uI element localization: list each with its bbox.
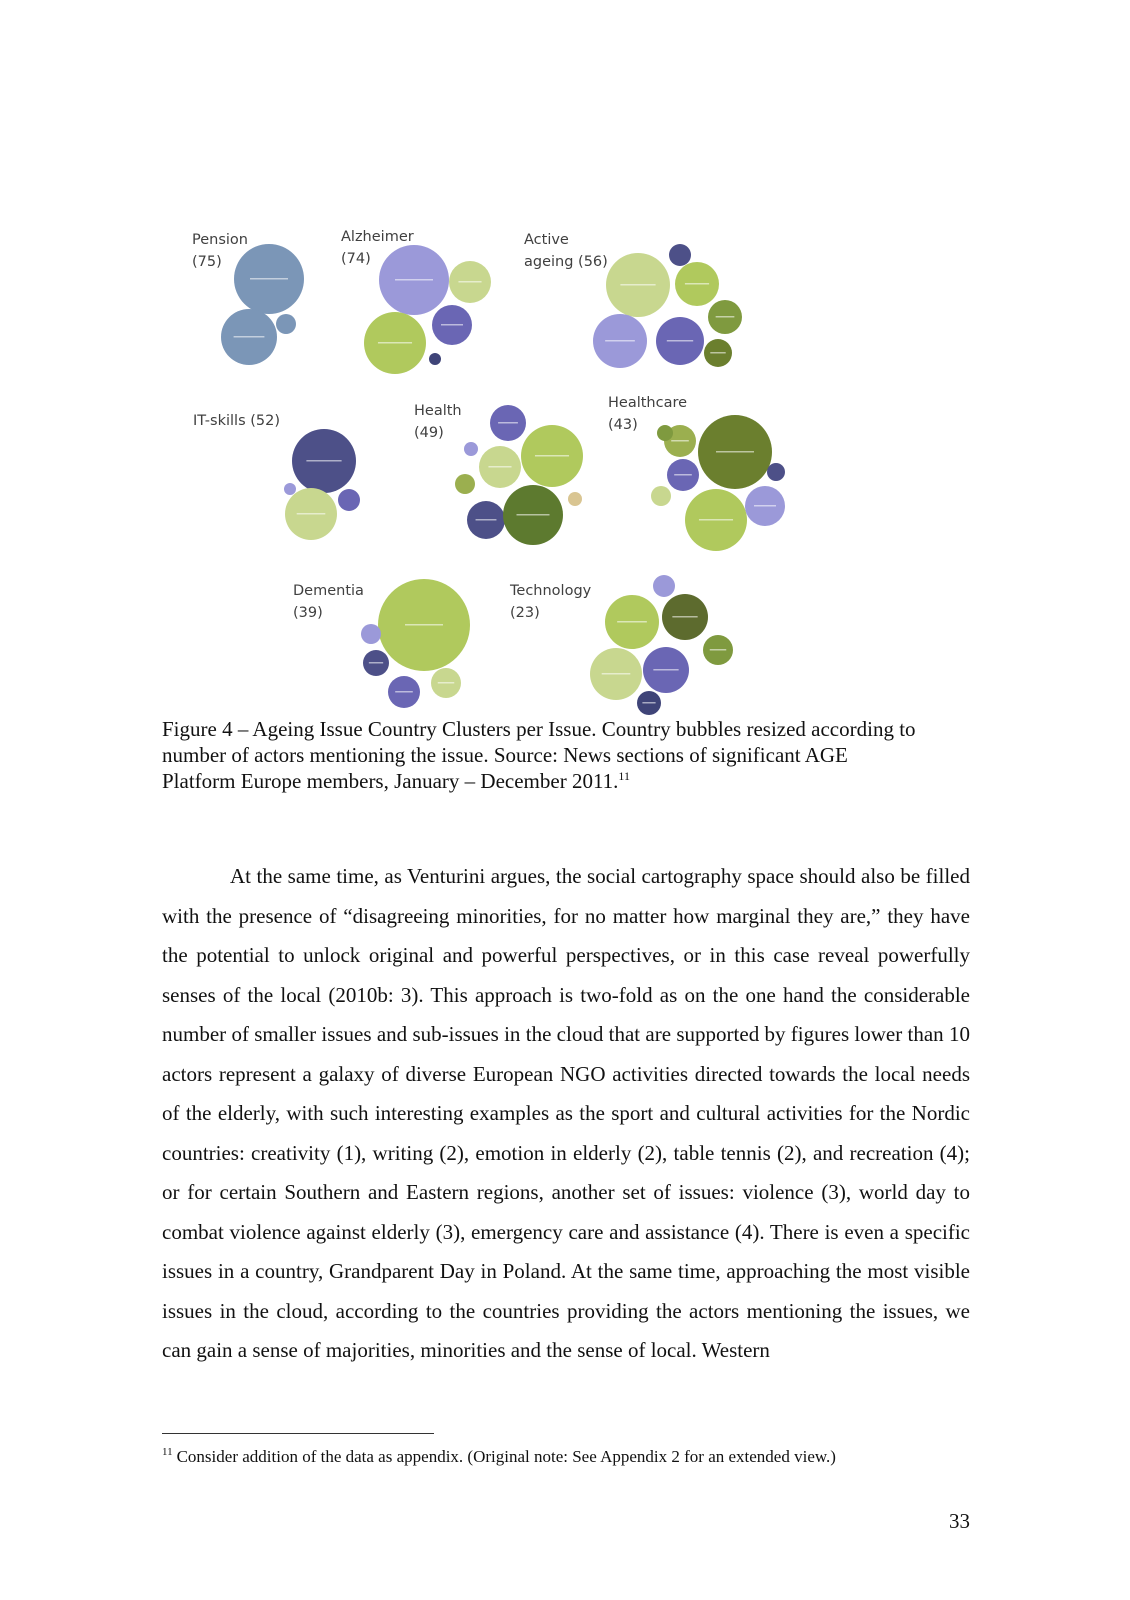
bubble-tiny-label bbox=[306, 460, 341, 462]
cluster-label-alzheimer: Alzheimer (74) bbox=[341, 229, 414, 267]
bubble-cluster bbox=[284, 429, 360, 540]
country-bubble bbox=[455, 474, 475, 494]
bubble-tiny-label bbox=[671, 440, 689, 442]
country-bubble bbox=[361, 624, 381, 644]
bubble-tiny-label bbox=[754, 505, 776, 507]
country-bubble bbox=[284, 483, 296, 495]
caption-footnote-ref: 11 bbox=[618, 769, 630, 783]
bubble-tiny-label bbox=[535, 455, 569, 457]
cluster-label-health: Health (49) bbox=[414, 403, 462, 441]
cluster-label-dementia: Dementia (39) bbox=[293, 583, 364, 621]
bubble-tiny-label bbox=[716, 316, 735, 318]
bubble-tiny-label bbox=[378, 342, 412, 344]
country-bubble bbox=[338, 489, 360, 511]
country-bubble bbox=[653, 575, 675, 597]
bubble-tiny-label bbox=[405, 624, 443, 626]
body-paragraph: At the same time, as Venturini argues, the social cartography space should also be filled with the presence of “disagreeing minorities, for no matter how marginal they are,” they have the potential to unlock original and powerful perspectives, or in this case reveal powerfully senses of the local (2010b: 3). This approach is two-fold as on the one hand the considerable number of smaller issues and sub-issues in the cloud that are supported by figures lower than 10 actors represent a galaxy of diverse European NGO activities directed towards the local needs of the elderly, with such interesting examples as the sport and cultural activities for the Nordic countries: creativity (1), writing (2), emotion in elderly (2), table tennis (2), and recreation (4); or for certain Southern and Eastern regions, another set of issues: violence (3), world day to combat violence against elderly (3), emergency care and assistance (4). There is even a specific issues in a country, Grandparent Day in Poland. At the same time, approaching the most visible issues in the cloud, according to the countries providing the actors mentioning the issues, we can gain a sense of majorities, minorities and the sense of local. Western bbox=[162, 864, 970, 1362]
bubble-tiny-label bbox=[642, 702, 655, 704]
country-bubble bbox=[669, 244, 691, 266]
bubble-tiny-label bbox=[395, 691, 413, 693]
bubble-cluster bbox=[361, 579, 470, 708]
bubble-tiny-label bbox=[395, 279, 433, 281]
country-bubble bbox=[767, 463, 785, 481]
cluster-label-it-skills: IT-skills (52) bbox=[193, 413, 280, 429]
cluster-label-active-ageing: Active ageing (56) bbox=[524, 232, 608, 270]
bubble-tiny-label bbox=[617, 621, 647, 623]
bubble-cluster bbox=[593, 244, 742, 368]
footnote-text: Consider addition of the data as appendix. (Original note: See Appendix 2 for an extended view.) bbox=[176, 1447, 836, 1466]
cluster-label-healthcare: Healthcare (43) bbox=[608, 395, 688, 433]
bubble-tiny-label bbox=[667, 340, 693, 342]
country-bubble bbox=[429, 353, 441, 365]
bubble-tiny-label bbox=[441, 324, 463, 326]
bubble-cluster bbox=[455, 405, 583, 545]
footnote-number: 11 bbox=[162, 1446, 173, 1459]
bubble-tiny-label bbox=[602, 673, 631, 675]
cluster-label-pension: Pension (75) bbox=[192, 232, 248, 270]
footnote bbox=[162, 1445, 962, 1469]
bubble-tiny-label bbox=[653, 669, 678, 671]
figure-caption bbox=[162, 716, 922, 794]
bubble-tiny-label bbox=[699, 519, 733, 521]
bubble-cluster-figure bbox=[0, 0, 1130, 720]
bubble-tiny-label bbox=[716, 451, 754, 453]
country-bubble bbox=[276, 314, 296, 334]
page-number: 33 bbox=[949, 1509, 970, 1533]
bubble-tiny-label bbox=[710, 649, 727, 651]
bubble-cluster bbox=[590, 575, 733, 715]
bubble-tiny-label bbox=[674, 474, 692, 476]
bubble-tiny-label bbox=[458, 281, 481, 283]
bubble-tiny-label bbox=[476, 519, 497, 521]
bubble-tiny-label bbox=[438, 682, 455, 684]
bubble-tiny-label bbox=[605, 340, 635, 342]
bubble-tiny-label bbox=[685, 283, 709, 285]
bubble-tiny-label bbox=[250, 278, 288, 280]
bubble-tiny-label bbox=[710, 352, 725, 354]
bubble-tiny-label bbox=[517, 514, 550, 516]
bubble-tiny-label bbox=[369, 662, 383, 664]
country-bubble bbox=[651, 486, 671, 506]
footnote-divider bbox=[162, 1433, 434, 1434]
bubble-tiny-label bbox=[498, 422, 518, 424]
bubble-tiny-label bbox=[620, 284, 655, 286]
bubble-tiny-label bbox=[297, 513, 326, 515]
bubble-tiny-label bbox=[672, 616, 697, 618]
country-bubble bbox=[464, 442, 478, 456]
bubble-tiny-label bbox=[488, 466, 511, 468]
figure-caption-text: Figure 4 – Ageing Issue Country Clusters per Issue. Country bubbles resized according to number of actors mentioning the issue. Source: News sections of significant AGE Platform Europe members, January – December 2011. bbox=[162, 717, 916, 793]
country-bubble bbox=[568, 492, 582, 506]
cluster-label-technology: Technology (23) bbox=[510, 583, 592, 621]
bubble-tiny-label bbox=[234, 336, 265, 338]
